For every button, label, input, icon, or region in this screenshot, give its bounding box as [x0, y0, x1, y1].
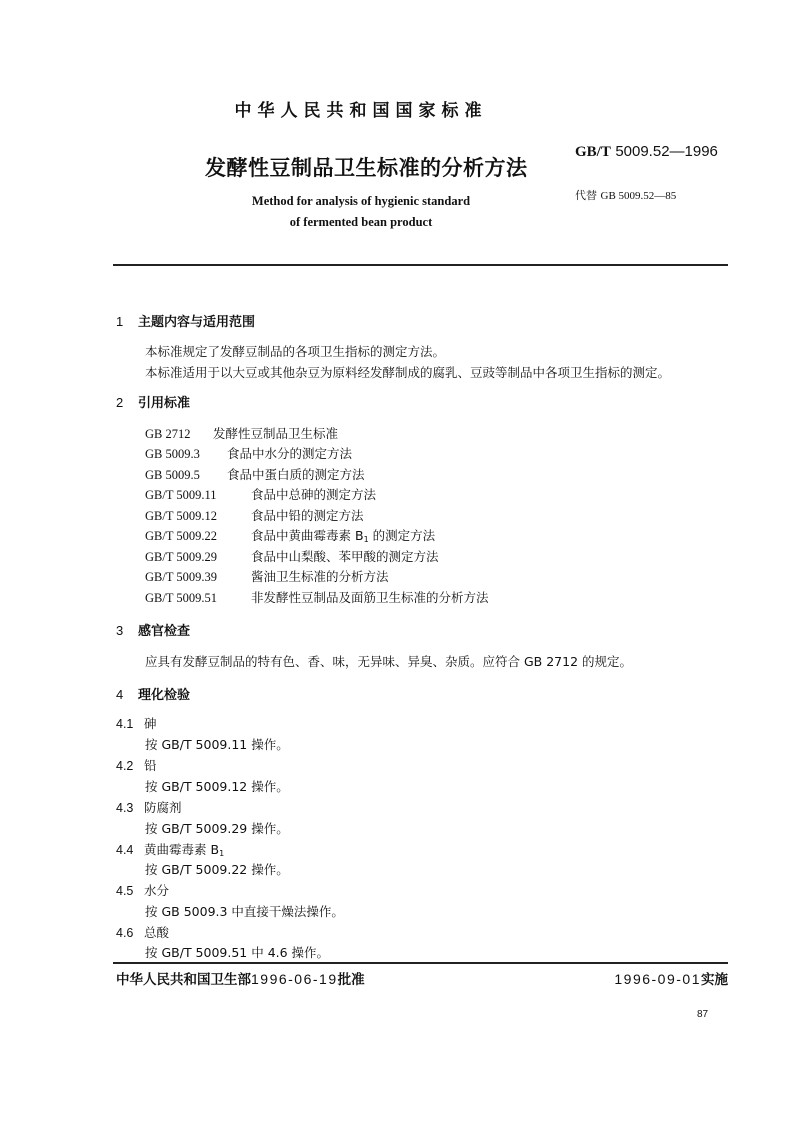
reference-item	[145, 465, 365, 483]
reference-code: GB 5009.3	[145, 447, 200, 461]
national-standard-heading: 中华人民共和国国家标准	[234, 101, 488, 121]
subsection-title: 黄曲霉毒素 B	[144, 842, 220, 857]
approval-label: 批准	[337, 972, 365, 988]
reference-code: GB/T 5009.51	[145, 591, 217, 605]
approval-date: 1996-06-19	[251, 971, 338, 987]
subsection-title: 水分	[144, 883, 170, 898]
subsection-number: 4.5	[116, 884, 134, 898]
section-title: 感官检查	[138, 624, 191, 639]
section-3-paragraph: 应具有发酵豆制品的特有色、香、味，无异味、异臭、杂质。应符合 GB 2712 的规定。	[145, 654, 632, 669]
english-title-line-2: of fermented bean product	[289, 215, 433, 229]
subsection-heading	[116, 840, 224, 858]
reference-title: 非发酵性豆制品及面筋卫生标准的分析方法	[251, 590, 489, 605]
subscript: 1	[219, 849, 225, 858]
effective-line	[614, 968, 728, 988]
subsection-body: 按 GB/T 5009.51 中 4.6 操作。	[145, 945, 330, 960]
section-number: 1	[116, 314, 124, 329]
subsection-title: 砷	[144, 716, 157, 731]
reference-title: 食品中铅的测定方法	[251, 508, 364, 523]
reference-code: GB/T 5009.39	[145, 570, 217, 584]
header-rule	[113, 264, 728, 266]
reference-item	[145, 485, 376, 503]
reference-item	[145, 588, 489, 606]
reference-item	[145, 567, 389, 585]
subsection-heading	[116, 881, 169, 899]
reference-code: GB/T 5009.22	[145, 529, 217, 543]
reference-item	[145, 424, 338, 442]
subsection-body: 按 GB/T 5009.29 操作。	[145, 821, 289, 836]
reference-item	[145, 526, 435, 544]
reference-code: GB 5009.5	[145, 468, 200, 482]
approval-line	[116, 968, 365, 988]
section-1-paragraph: 本标准适用于以大豆或其他杂豆为原料经发酵制成的腐乳、豆豉等制品中各项卫生指标的测定。	[145, 365, 671, 380]
reference-item	[145, 506, 364, 524]
subsection-number: 4.1	[116, 717, 134, 731]
section-2-heading	[116, 392, 190, 411]
subsection-title: 防腐剂	[144, 800, 182, 815]
reference-title: 食品中黄曲霉毒素 B	[251, 528, 364, 543]
section-title: 引用标准	[138, 396, 191, 411]
reference-title: 食品中山梨酸、苯甲酸的测定方法	[251, 549, 439, 564]
approver: 中华人民共和国卫生部	[116, 972, 251, 988]
section-1-paragraph: 本标准规定了发酵豆制品的各项卫生指标的测定方法。	[145, 344, 446, 359]
section-number: 2	[116, 395, 124, 410]
reference-item	[145, 444, 352, 462]
page-number: 87	[697, 1009, 709, 1020]
reference-code: GB/T 5009.11	[145, 488, 217, 502]
section-title: 主题内容与适用范围	[138, 315, 256, 330]
subsection-number: 4.2	[116, 759, 134, 773]
subsection-heading	[116, 714, 157, 732]
standard-number	[575, 143, 718, 161]
replaces-label: 代替	[575, 189, 597, 202]
reference-title: 发酵性豆制品卫生标准	[213, 426, 339, 441]
section-title: 理化检验	[138, 688, 191, 703]
effective-date: 1996-09-01	[614, 971, 701, 987]
subsection-heading	[116, 923, 169, 941]
subsection-title: 铅	[144, 758, 157, 773]
subsection-heading	[116, 798, 182, 816]
document-title: 发酵性豆制品卫生标准的分析方法	[205, 156, 528, 180]
standard-code: 5009.52—1996	[615, 143, 718, 160]
footer-rule	[113, 962, 728, 964]
section-3-heading	[116, 620, 190, 639]
subsection-title: 总酸	[144, 925, 170, 940]
reference-code: GB/T 5009.29	[145, 550, 217, 564]
reference-code: GB/T 5009.12	[145, 509, 217, 523]
section-1-heading	[116, 311, 255, 330]
subsection-number: 4.4	[116, 843, 134, 857]
section-4-heading	[116, 684, 190, 703]
reference-title: 食品中总砷的测定方法	[251, 487, 377, 502]
reference-title: 食品中水分的测定方法	[227, 446, 353, 461]
reference-title-suffix: 的测定方法	[368, 528, 436, 543]
subscript: 1	[363, 535, 369, 544]
subsection-body: 按 GB/T 5009.11 操作。	[145, 737, 289, 752]
effective-label: 实施	[701, 972, 728, 988]
standard-prefix: GB/T	[575, 144, 611, 160]
english-title-line-1: Method for analysis of hygienic standard	[251, 194, 471, 208]
reference-item	[145, 547, 439, 565]
section-number: 3	[116, 623, 124, 638]
reference-title: 食品中蛋白质的测定方法	[227, 467, 365, 482]
subsection-heading	[116, 756, 157, 774]
subsection-number: 4.3	[116, 801, 134, 815]
reference-title: 酱油卫生标准的分析方法	[251, 569, 389, 584]
subsection-body: 按 GB/T 5009.22 操作。	[145, 862, 289, 877]
section-number: 4	[116, 687, 124, 702]
subsection-body: 按 GB 5009.3 中直接干燥法操作。	[145, 904, 344, 919]
subsection-number: 4.6	[116, 926, 134, 940]
subsection-body: 按 GB/T 5009.12 操作。	[145, 779, 289, 794]
reference-code: GB 2712	[145, 427, 191, 441]
replaces-number: GB 5009.52—85	[600, 190, 677, 202]
